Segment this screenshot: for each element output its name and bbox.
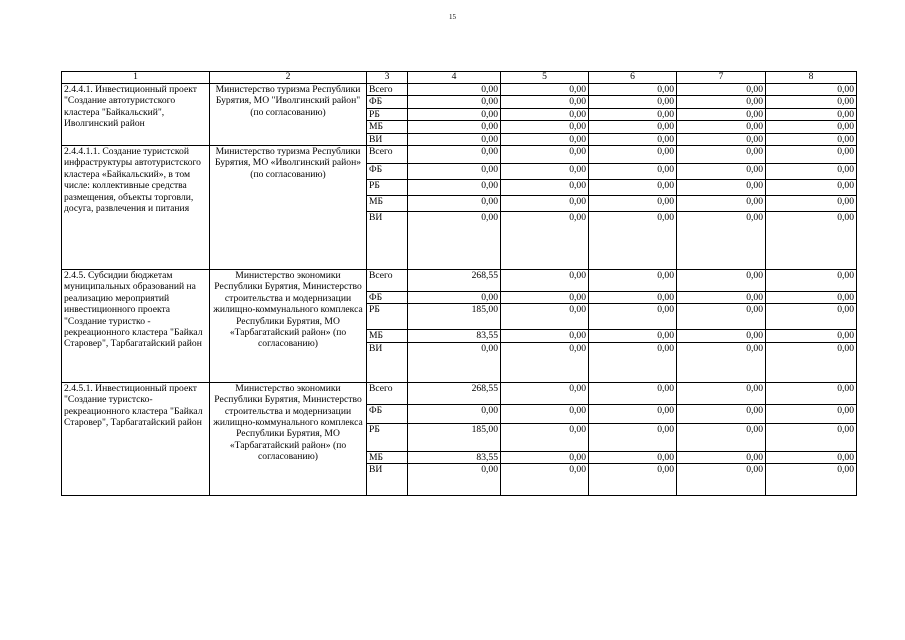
value-cell: 83,55 [408, 330, 501, 342]
value-cell: 0,00 [677, 212, 766, 270]
value-cell: 0,00 [408, 292, 501, 304]
value-cell: 0,00 [766, 304, 857, 330]
table-row [62, 84, 857, 96]
value-cell: 0,00 [589, 196, 677, 212]
value-cell: 0,00 [677, 96, 766, 108]
funding-source-cell: ВИ [367, 133, 408, 145]
value-cell: 0,00 [766, 108, 857, 120]
header-cell: 3 [367, 72, 408, 84]
funding-source-cell: Всего [367, 270, 408, 292]
value-cell: 0,00 [677, 121, 766, 133]
value-cell: 0,00 [408, 96, 501, 108]
funding-source-cell: Всего [367, 146, 408, 164]
activity-name-cell: 2.4.5.1. Инвестиционный проект "Создание туристско-рекреационного кластера "Байкал Старовер", Тарбагатайский район [62, 382, 210, 495]
value-cell: 0,00 [589, 270, 677, 292]
value-cell: 0,00 [677, 423, 766, 451]
value-cell: 0,00 [766, 164, 857, 180]
executor-cell: Министерство экономики Республики Бурятия, Министерство строительства и модернизации жилищно-коммунального комплекса Республики Бурятия, МО «Тарбагатайский район» (по согласованию) [210, 382, 367, 495]
header-cell: 2 [210, 72, 367, 84]
value-cell: 0,00 [677, 330, 766, 342]
funding-source-cell: РБ [367, 180, 408, 196]
value-cell: 0,00 [408, 164, 501, 180]
value-cell: 0,00 [589, 164, 677, 180]
value-cell: 0,00 [589, 292, 677, 304]
header-cell: 6 [589, 72, 677, 84]
value-cell: 0,00 [677, 180, 766, 196]
value-cell: 0,00 [408, 146, 501, 164]
funding-source-cell: РБ [367, 304, 408, 330]
value-cell: 0,00 [589, 84, 677, 96]
value-cell: 0,00 [766, 212, 857, 270]
executor-cell: Министерство туризма Республики Бурятия, МО «Иволгинский район» (по согласованию) [210, 146, 367, 270]
activity-name-cell: 2.4.5. Субсидии бюджетам муниципальных образований на реализацию мероприятий инвестиционного проекта "Создание туристко - рекреационного кластера "Байкал Старовер", Тарбагатайский район [62, 270, 210, 383]
funding-source-cell: ФБ [367, 96, 408, 108]
value-cell: 0,00 [408, 404, 501, 423]
header-row [62, 72, 857, 84]
value-cell: 0,00 [677, 146, 766, 164]
executor-cell: Министерство экономики Республики Бурятия, Министерство строительства и модернизации жилищно-коммунального комплекса Республики Бурятия, МО «Тарбагатайский район» (по согласованию) [210, 270, 367, 383]
value-cell: 0,00 [589, 423, 677, 451]
value-cell: 0,00 [501, 196, 589, 212]
value-cell: 0,00 [408, 464, 501, 496]
value-cell: 0,00 [677, 270, 766, 292]
table-row [62, 270, 857, 292]
value-cell: 0,00 [589, 96, 677, 108]
value-cell: 0,00 [766, 84, 857, 96]
value-cell: 268,55 [408, 270, 501, 292]
value-cell: 0,00 [766, 146, 857, 164]
value-cell: 0,00 [766, 382, 857, 404]
value-cell: 0,00 [677, 196, 766, 212]
value-cell: 268,55 [408, 382, 501, 404]
funding-source-cell: ВИ [367, 342, 408, 382]
value-cell: 0,00 [766, 404, 857, 423]
value-cell: 0,00 [408, 133, 501, 145]
funding-source-cell: ФБ [367, 292, 408, 304]
value-cell: 0,00 [501, 342, 589, 382]
value-cell: 185,00 [408, 304, 501, 330]
value-cell: 0,00 [677, 108, 766, 120]
budget-table [61, 71, 857, 496]
value-cell: 0,00 [589, 304, 677, 330]
funding-source-cell: МБ [367, 330, 408, 342]
value-cell: 0,00 [677, 164, 766, 180]
funding-source-cell: МБ [367, 451, 408, 463]
value-cell: 0,00 [501, 96, 589, 108]
value-cell: 0,00 [589, 464, 677, 496]
funding-source-cell: Всего [367, 382, 408, 404]
value-cell: 0,00 [677, 304, 766, 330]
funding-source-cell: Всего [367, 84, 408, 96]
value-cell: 0,00 [677, 342, 766, 382]
value-cell: 0,00 [766, 121, 857, 133]
value-cell: 0,00 [501, 451, 589, 463]
value-cell: 0,00 [589, 330, 677, 342]
value-cell: 0,00 [766, 196, 857, 212]
header-cell: 4 [408, 72, 501, 84]
value-cell: 0,00 [501, 464, 589, 496]
value-cell: 0,00 [766, 292, 857, 304]
value-cell: 0,00 [501, 292, 589, 304]
header-cell: 5 [501, 72, 589, 84]
value-cell: 0,00 [501, 212, 589, 270]
value-cell: 0,00 [501, 121, 589, 133]
funding-source-cell: МБ [367, 196, 408, 212]
value-cell: 0,00 [501, 382, 589, 404]
value-cell: 0,00 [501, 180, 589, 196]
value-cell: 0,00 [408, 121, 501, 133]
value-cell: 83,55 [408, 451, 501, 463]
value-cell: 0,00 [677, 451, 766, 463]
value-cell: 0,00 [677, 382, 766, 404]
value-cell: 0,00 [766, 180, 857, 196]
table-row [62, 146, 857, 164]
executor-cell: Министерство туризма Республики Бурятия, МО "Иволгинский район" (по согласованию) [210, 84, 367, 146]
value-cell: 0,00 [501, 84, 589, 96]
funding-source-cell: ВИ [367, 464, 408, 496]
funding-source-cell: ВИ [367, 212, 408, 270]
value-cell: 0,00 [501, 146, 589, 164]
value-cell: 0,00 [766, 330, 857, 342]
value-cell: 0,00 [501, 304, 589, 330]
value-cell: 0,00 [501, 423, 589, 451]
value-cell: 0,00 [589, 180, 677, 196]
value-cell: 0,00 [408, 84, 501, 96]
value-cell: 0,00 [766, 96, 857, 108]
value-cell: 0,00 [589, 451, 677, 463]
value-cell: 0,00 [589, 404, 677, 423]
value-cell: 0,00 [766, 464, 857, 496]
value-cell: 0,00 [677, 133, 766, 145]
value-cell: 0,00 [589, 133, 677, 145]
value-cell: 0,00 [677, 84, 766, 96]
value-cell: 0,00 [677, 292, 766, 304]
value-cell: 0,00 [408, 212, 501, 270]
activity-name-cell: 2.4.4.1. Инвестиционный проект "Создание автотуристского кластера "Байкальский", Иволгинский район [62, 84, 210, 146]
value-cell: 0,00 [408, 180, 501, 196]
value-cell: 0,00 [677, 464, 766, 496]
value-cell: 0,00 [766, 133, 857, 145]
value-cell: 0,00 [501, 404, 589, 423]
funding-source-cell: РБ [367, 108, 408, 120]
header-cell: 8 [766, 72, 857, 84]
value-cell: 0,00 [501, 164, 589, 180]
value-cell: 0,00 [408, 196, 501, 212]
value-cell: 0,00 [501, 133, 589, 145]
value-cell: 0,00 [501, 330, 589, 342]
value-cell: 0,00 [589, 382, 677, 404]
value-cell: 0,00 [589, 342, 677, 382]
value-cell: 0,00 [408, 342, 501, 382]
value-cell: 0,00 [589, 108, 677, 120]
table-row [62, 382, 857, 404]
funding-source-cell: ФБ [367, 404, 408, 423]
value-cell: 0,00 [408, 108, 501, 120]
funding-source-cell: ФБ [367, 164, 408, 180]
value-cell: 0,00 [766, 270, 857, 292]
page-number: 15 [449, 13, 456, 21]
value-cell: 0,00 [589, 121, 677, 133]
value-cell: 0,00 [677, 404, 766, 423]
header-cell: 1 [62, 72, 210, 84]
value-cell: 185,00 [408, 423, 501, 451]
value-cell: 0,00 [589, 212, 677, 270]
value-cell: 0,00 [589, 146, 677, 164]
value-cell: 0,00 [501, 270, 589, 292]
funding-source-cell: РБ [367, 423, 408, 451]
value-cell: 0,00 [766, 451, 857, 463]
funding-source-cell: МБ [367, 121, 408, 133]
value-cell: 0,00 [766, 342, 857, 382]
header-cell: 7 [677, 72, 766, 84]
activity-name-cell: 2.4.4.1.1. Создание туристской инфраструктуры автотуристского кластера «Байкальский», в том числе: коллективные средства размещения, объекты торговли, досуга, развлечения и питания [62, 146, 210, 270]
value-cell: 0,00 [501, 108, 589, 120]
value-cell: 0,00 [766, 423, 857, 451]
